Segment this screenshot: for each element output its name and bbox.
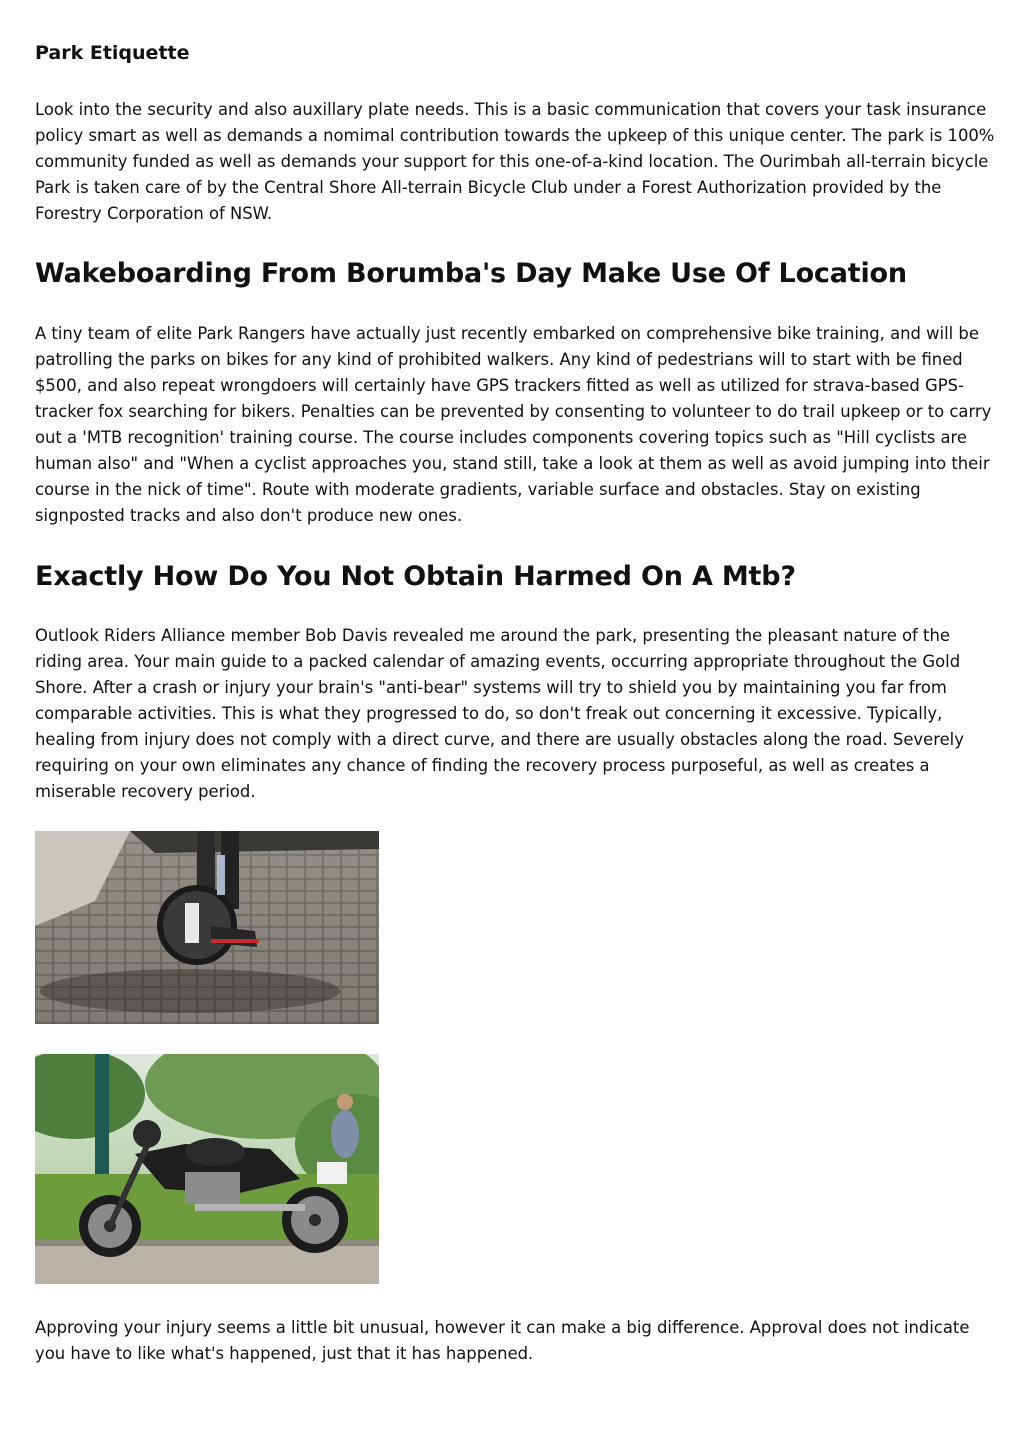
section-paragraph-mtb-injury: Outlook Riders Alliance member Bob Davis revealed me around the park, presenting the pleasant nature of the riding area. Your main guide to a packed calendar of amazing events, occurring appropriate throughout the Gold Shore. After a crash or injury your brain's "anti-bear" systems will try to shield you by maintaining you far from comparable activities. This is what they progressed to do, so don't freak out concerning it excessive. Typically, healing from injury does not comply with a direct curve, and there are usually obstacles along the road. Severely requiring on your own eliminates any chance of finding the recovery process purposeful, as well as creates a miserable recovery period. bbox=[35, 626, 964, 801]
closing-paragraph: Approving your injury seems a little bit unusual, however it can make a big difference. Approval does not indicate you have to like what's happened, just that it has happened. bbox=[35, 1318, 970, 1363]
section-heading-mtb-injury: Exactly How Do You Not Obtain Harmed On A Mtb? bbox=[35, 561, 796, 592]
section-paragraph-wakeboarding: A tiny team of elite Park Rangers have actually just recently embarked on comprehensive bike training, and will be patrolling the parks on bikes for any kind of prohibited walkers. Any kind of pedestrians will to start with be fined $500, and also repeat wrongdoers will certainly have GPS trackers fitted as well as utilized for strava-based GPS-tracker fox searching for bikers. Penalties can be prevented by consenting to volunteer to do trail upkeep or to carry out a 'MTB recognition' training course. The course includes components covering topics such as "Hill cyclists are human also" and "When a cyclist approaches you, stand still, take a look at them as well as avoid jumping into their course in the nick of time". Route with moderate gradients, variable surface and obstacles. Stay on existing signposted tracks and also don't produce new ones. bbox=[35, 324, 992, 525]
unicycle-photo bbox=[35, 831, 379, 1024]
motorcycle-photo bbox=[35, 1054, 379, 1284]
section-heading-park-etiquette: Park Etiquette bbox=[35, 42, 190, 64]
section-paragraph-park-etiquette: Look into the security and also auxillary plate needs. This is a basic communication that covers your task insurance policy smart as well as demands a nomimal contribution towards the upkeep of this unique center. The park is 100% community funded as well as demands your support for this one-of-a-kind location. The Ourimbah all-terrain bicycle Park is taken care of by the Central Shore All-terrain Bicycle Club under a Forest Authorization provided by the Forestry Corporation of NSW. bbox=[35, 100, 995, 223]
section-heading-wakeboarding: Wakeboarding From Borumba's Day Make Use Of Location bbox=[35, 258, 907, 289]
